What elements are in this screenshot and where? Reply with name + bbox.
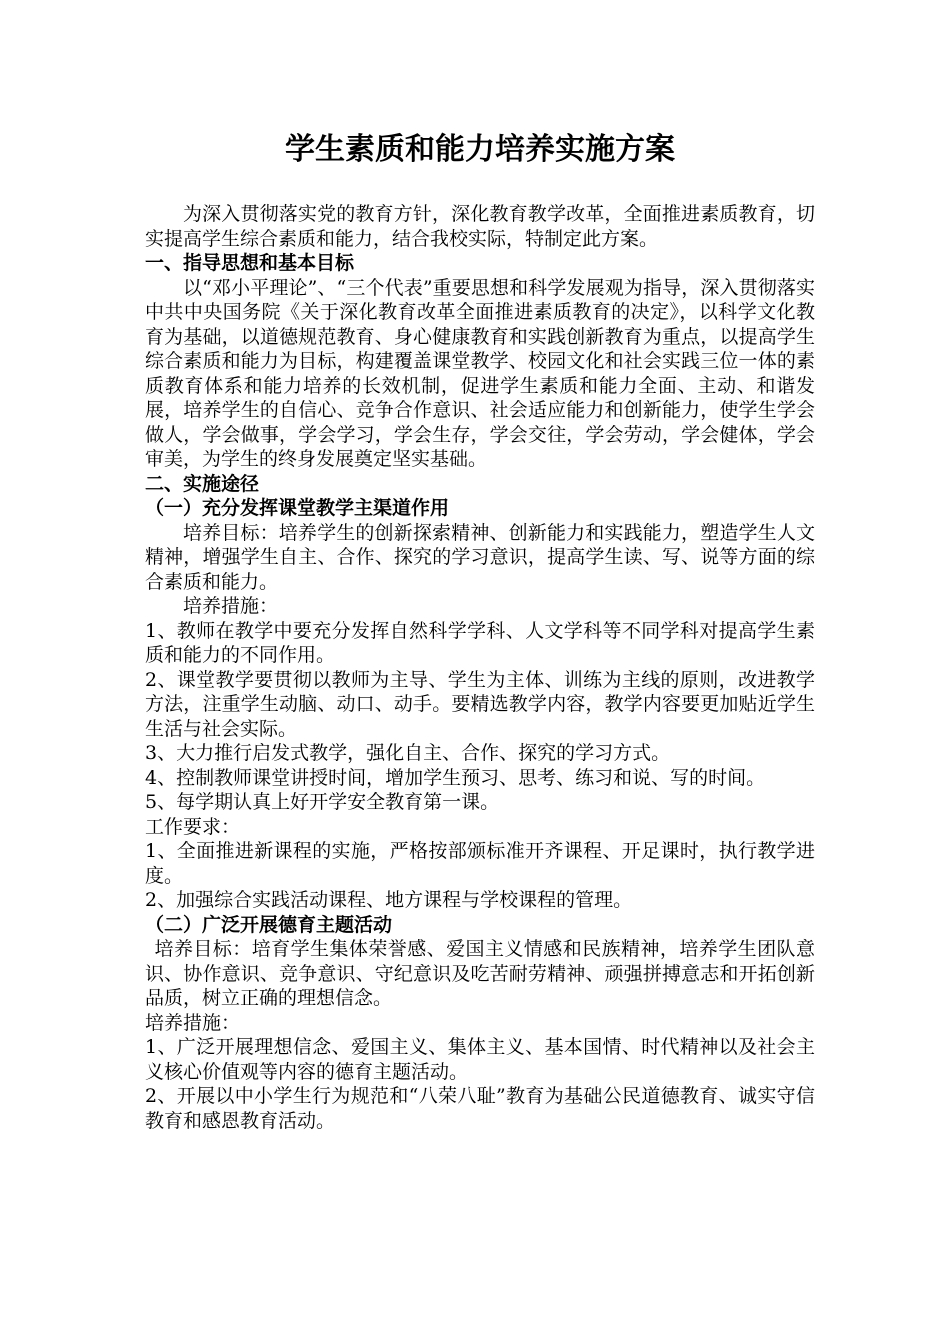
list-item: 4、控制教师课堂讲授时间，增加学生预习、思考、练习和说、写的时间。 <box>145 766 766 789</box>
document-page <box>145 128 815 1133</box>
subsection2-measures-label: 培养措施： <box>145 1011 241 1034</box>
list-item: 1、广泛开展理想信念、爱国主义、集体主义、基本国情、时代精神以及社会主义核心价值观等内容的德育主题活动。 <box>145 1036 815 1083</box>
subsection1-measures-label: 培养措施： <box>183 595 279 617</box>
section2-heading: 二、实施途径 <box>145 472 260 495</box>
subsection1-heading: （一）充分发挥课堂教学主渠道作用 <box>145 497 450 519</box>
list-item: 1、全面推进新课程的实施，严格按部颁标准开齐课程、开足课时，执行教学进度。 <box>145 840 815 887</box>
subsection2-heading: （二）广泛开展德育主题活动 <box>145 913 393 936</box>
section1-body: 以“邓小平理论”、“三个代表”重要思想和科学发展观为指导，深入贯彻落实中共中央国务院《关于深化教育改革全面推进素质教育的决定》，以科学文化教育为基础，以道德规范教育、身心健康教育和实践创新教育为重点，以提高学生综合素质和能力为目标，构建覆盖课堂教学、校园文化和社会实践三位一体的素质教育体系和能力培养的长效机制，促进学生素质和能力全面、主动、和谐发展，培养学生的自信心、竞争合作意识、社会适应能力和创新能力，使学生学会做人，学会做事，学会学习，学会生存，学会交往，学会劳动，学会健体，学会审美，为学生的终身发展奠定坚实基础。 <box>145 276 815 470</box>
list-item: 3、大力推行启发式教学，强化自主、合作、探究的学习方式。 <box>145 742 671 764</box>
document-title: 学生素质和能力培养实施方案 <box>285 132 675 167</box>
subsection1-goal: 培养目标：培养学生的创新探索精神、创新能力和实践能力，塑造学生人文精神，增强学生自主、合作、探究的学习意识，提高学生读、写、说等方面的综合素质和能力。 <box>145 521 815 593</box>
subsection1-requirements-label: 工作要求： <box>145 815 241 838</box>
subsection2-goal: 培养目标：培育学生集体荣誉感、爱国主义情感和民族精神，培养学生团队意识、协作意识、竞争意识、守纪意识及吃苦耐劳精神、顽强拼搏意志和开拓创新品质，树立正确的理想信念。 <box>145 938 815 1009</box>
list-item: 5、每学期认真上好开学安全教育第一课。 <box>145 791 500 813</box>
list-item: 2、开展以中小学生行为规范和“八荣八耻”教育为基础公民道德教育、诚实守信教育和感恩教育活动。 <box>145 1085 815 1132</box>
list-item: 2、课堂教学要贯彻以教师为主导、学生为主体、训练为主线的原则，改进教学方法，注重学生动脑、动口、动手。要精选教学内容，教学内容要更加贴近学生生活与社会实际。 <box>145 668 815 740</box>
intro-paragraph: 为深入贯彻落实党的教育方针，深化教育教学改革，全面推进素质教育，切实提高学生综合素质和能力，结合我校实际，特制定此方案。 <box>145 203 815 250</box>
list-item: 1、教师在教学中要充分发挥自然科学学科、人文学科等不同学科对提高学生素质和能力的不同作用。 <box>145 619 815 666</box>
list-item: 2、加强综合实践活动课程、地方课程与学校课程的管理。 <box>145 889 633 911</box>
section1-heading: 一、指导思想和基本目标 <box>145 252 355 274</box>
